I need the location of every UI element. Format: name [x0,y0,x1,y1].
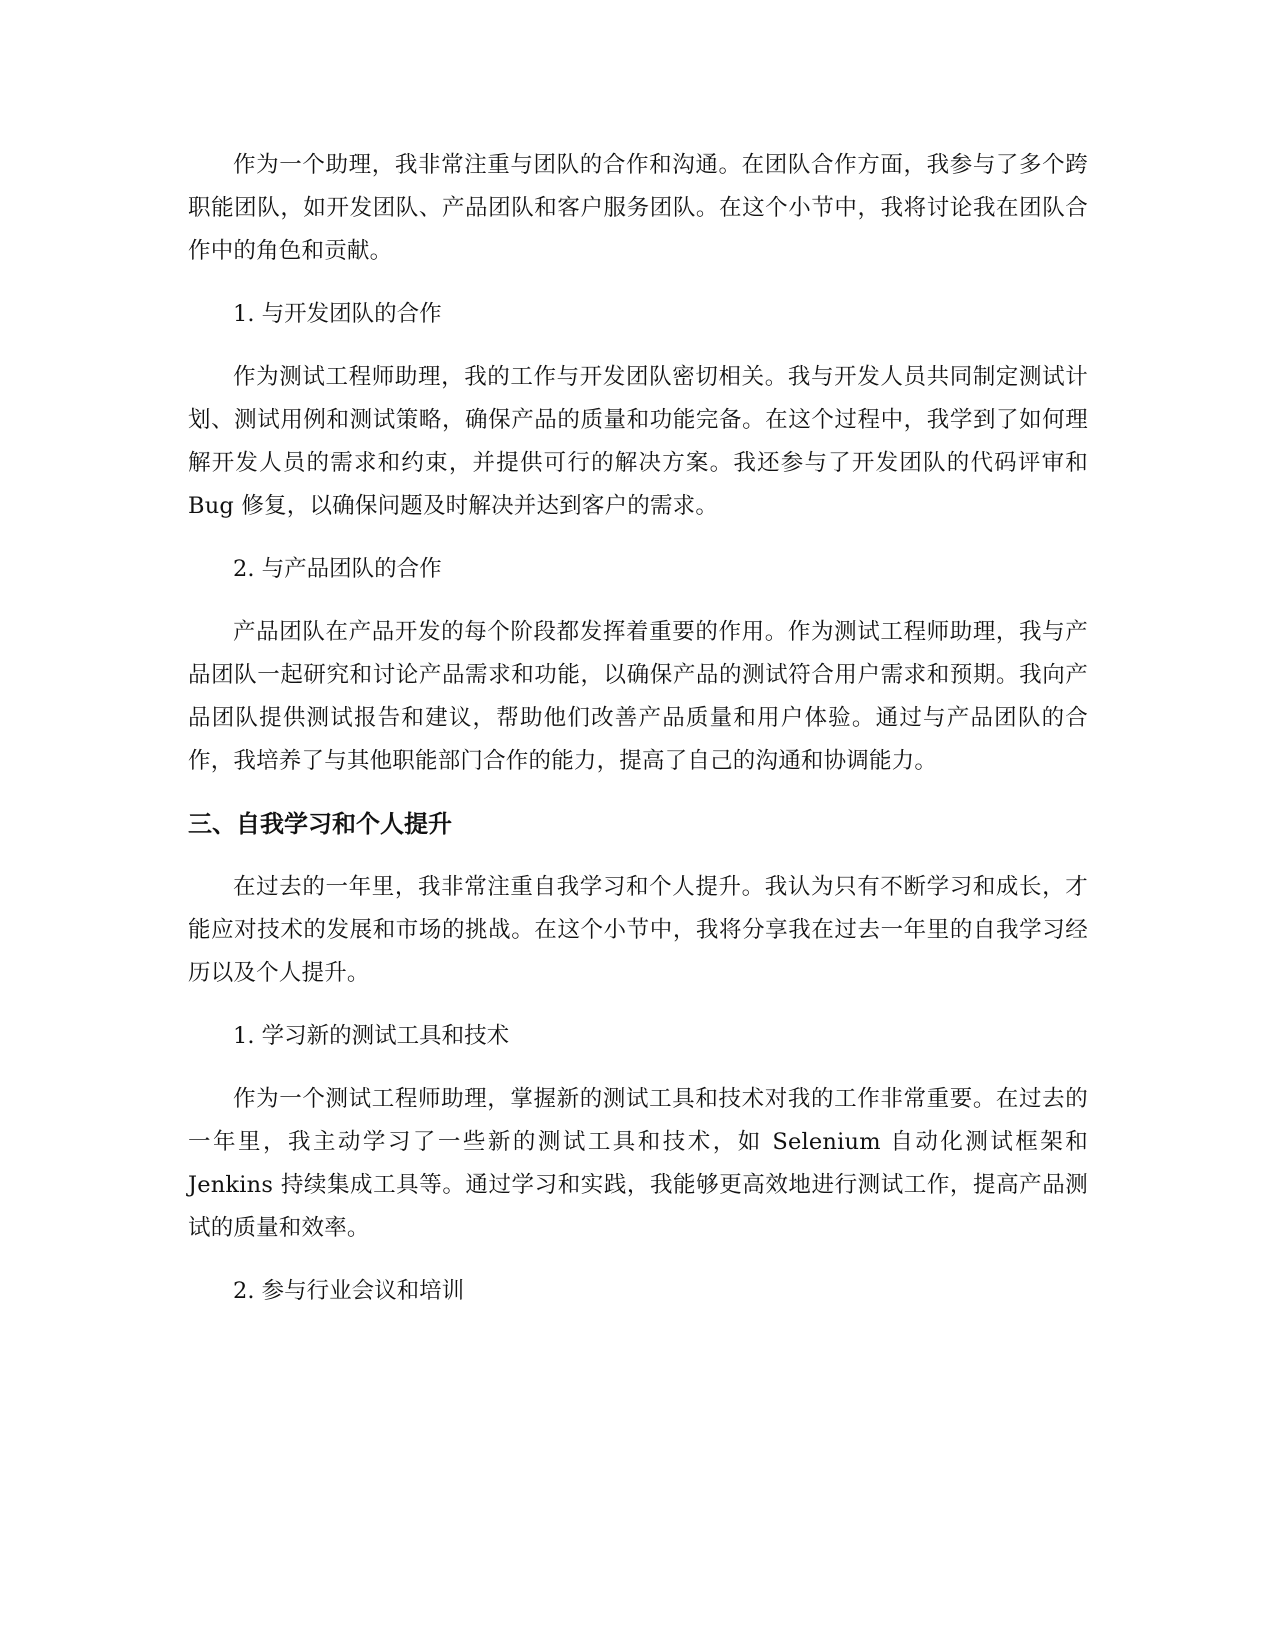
paragraph-product-team: 产品团队在产品开发的每个阶段都发挥着重要的作用。作为测试工程师助理，我与产品团队一起研究和讨论产品需求和功能，以确保产品的测试符合用户需求和预期。我向产品团队提供测试报告和建议，帮助他们改善产品质量和用户体验。通过与产品团队的合作，我培养了与其他职能部门合作的能力，提高了自己的沟通和协调能力。 [188,619,1088,774]
paragraph-dev-team: 作为测试工程师助理，我的工作与开发团队密切相关。我与开发人员共同制定测试计划、测试用例和测试策略，确保产品的质量和功能完备。在这个过程中，我学到了如何理解开发人员的需求和约束，并提供可行的解决方案。我还参与了开发团队的代码评审和 Bug 修复，以确保问题及时解决并达到客户的需求。 [188,364,1088,519]
paragraph-team-collaboration-intro: 作为一个助理，我非常注重与团队的合作和沟通。在团队合作方面，我参与了多个跨职能团队，如开发团队、产品团队和客户服务团队。在这个小节中，我将讨论我在团队合作中的角色和贡献。 [188,152,1088,264]
list-item-product-team: 2. 与产品团队的合作 [233,556,442,582]
paragraph-self-learning-intro: 在过去的一年里，我非常注重自我学习和个人提升。我认为只有不断学习和成长，才能应对技术的发展和市场的挑战。在这个小节中，我将分享我在过去一年里的自我学习经历以及个人提升。 [188,874,1088,986]
section-heading-self-learning: 三、自我学习和个人提升 [188,810,452,838]
paragraph-new-tools: 作为一个测试工程师助理，掌握新的测试工具和技术对我的工作非常重要。在过去的一年里，我主动学习了一些新的测试工具和技术，如 Selenium 自动化测试框架和 Jenkins 持续集成工具等。通过学习和实践，我能够更高效地进行测试工作，提高产品测试的质量和效率。 [188,1086,1088,1241]
list-item-conferences: 2. 参与行业会议和培训 [233,1278,465,1304]
document-body [188,144,1088,1333]
list-item-dev-team: 1. 与开发团队的合作 [233,301,442,327]
list-item-new-tools: 1. 学习新的测试工具和技术 [233,1023,510,1049]
